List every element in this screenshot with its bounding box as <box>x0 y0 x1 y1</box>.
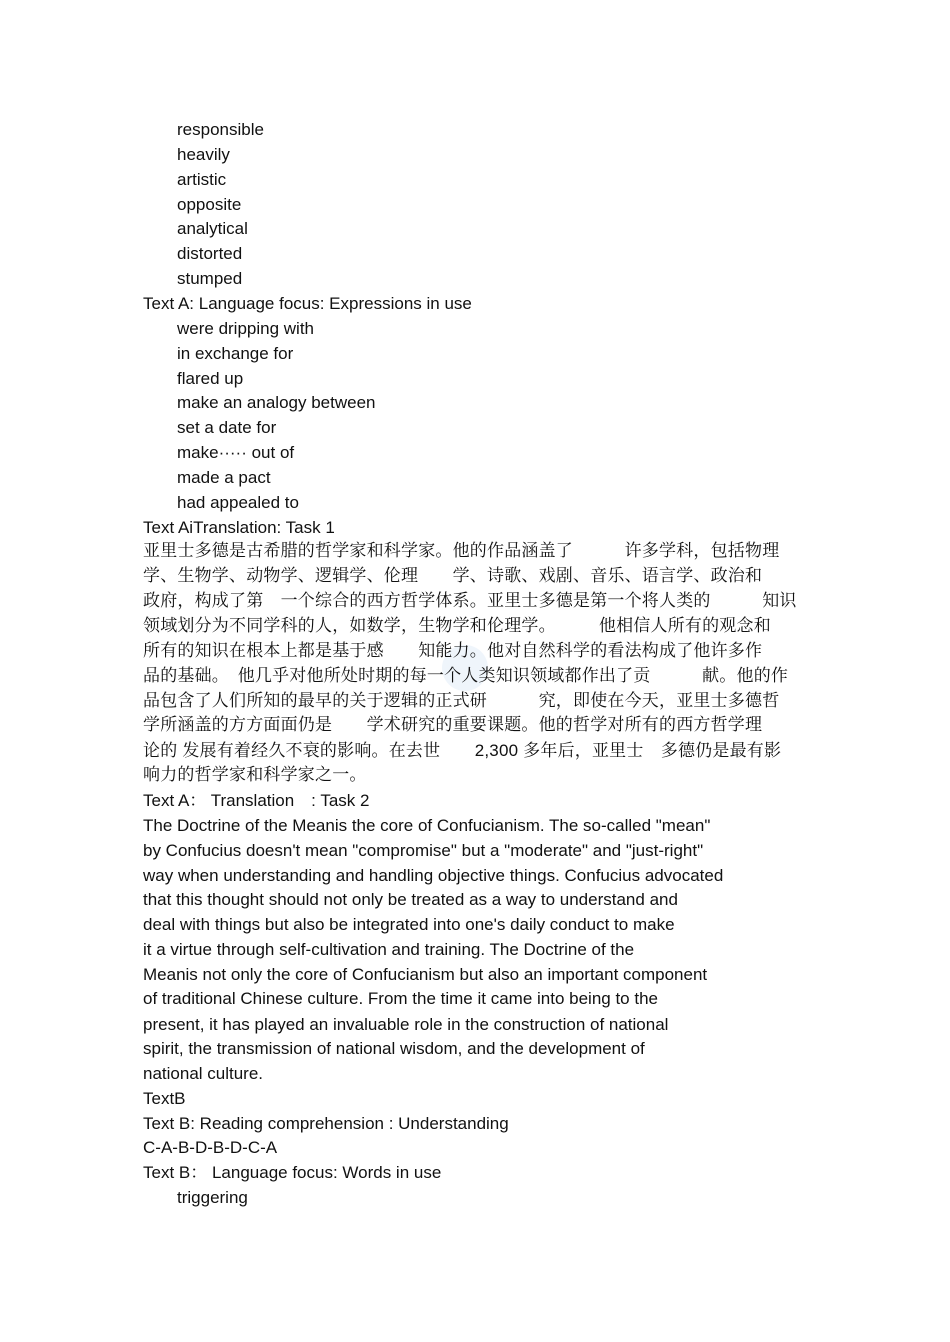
task1-line: 响力的哲学家和科学家之一。 <box>143 765 367 784</box>
expression-item: had appealed to <box>177 493 299 512</box>
section-heading-words: Text B： Language focus: Words in use <box>143 1163 442 1182</box>
task2-line: spirit, the transmission of national wisdom, and the development of <box>143 1039 645 1058</box>
answer-key: C-A-B-D-B-D-C-A <box>143 1138 278 1157</box>
vocab-item: responsible <box>177 120 264 139</box>
task1-line: 论的 发展有着经久不衰的影响。在去世 2,300 多年后，亚里士 多德仍是最有影 <box>143 741 782 760</box>
task2-line: national culture. <box>143 1064 264 1083</box>
vocab-item: distorted <box>177 244 243 263</box>
expression-item: in exchange for <box>177 344 294 363</box>
task2-line: Meanis not only the core of Confucianism but also an important component <box>143 965 708 984</box>
task1-line: 品包含了人们所知的最早的关于逻辑的正式研 究，即使在今天，亚里士多德哲 <box>143 691 780 710</box>
task2-line: present, it has played an invaluable role in the construction of national <box>143 1015 669 1034</box>
expression-item: make····· out of <box>177 443 295 462</box>
task1-line: 学、生物学、动物学、逻辑学、伦理 学、诗歌、戏剧、音乐、语言学、政治和 <box>143 566 763 585</box>
vocab-item: stumped <box>177 269 243 288</box>
task2-line: it a virtue through self-cultivation and training. The Doctrine of the <box>143 940 635 959</box>
task2-line: by Confucius doesn't mean "compromise" but a "moderate" and "just-right" <box>143 841 704 860</box>
vocab-item: artistic <box>177 170 227 189</box>
section-heading-textb: TextB <box>143 1089 186 1108</box>
section-heading-task2: Text A： Translation : Task 2 <box>143 791 370 810</box>
task1-line: 学所涵盖的方方面面仍是 学术研究的重要课题。他的哲学对所有的西方哲学理 <box>143 715 763 734</box>
vocab-item: triggering <box>177 1188 248 1207</box>
expression-item: flared up <box>177 369 244 388</box>
task2-line: The Doctrine of the Meanis the core of Confucianism. The so-called "mean" <box>143 816 711 835</box>
task1-line: 领域划分为不同学科的人，如数学，生物学和伦理学。 他相信人所有的观念和 <box>143 616 771 635</box>
vocab-item: analytical <box>177 219 248 238</box>
expression-item: made a pact <box>177 468 271 487</box>
task1-line: 品的基础。 他几乎对他所处时期的每一个人类知识领域都作出了贡 献。他的作 <box>143 666 789 685</box>
section-heading-task1: Text AiTranslation: Task 1 <box>143 518 335 537</box>
task1-line: 亚里士多德是古希腊的哲学家和科学家。他的作品涵盖了 许多学科，包括物理 <box>143 541 780 560</box>
vocab-item: opposite <box>177 195 242 214</box>
section-heading-expressions: Text A: Language focus: Expressions in use <box>143 294 472 313</box>
expression-item: were dripping with <box>177 319 315 338</box>
task2-line: that this thought should not only be treated as a way to understand and <box>143 890 678 909</box>
expression-item: set a date for <box>177 418 277 437</box>
expression-item: make an analogy between <box>177 393 376 412</box>
section-heading-reading: Text B: Reading comprehension : Understanding <box>143 1114 509 1133</box>
task1-line: 所有的知识在根本上都是基于感 知能力。他对自然科学的看法构成了他许多作 <box>143 641 763 660</box>
task2-line: deal with things but also be integrated into one's daily conduct to make <box>143 915 675 934</box>
task2-line: of traditional Chinese culture. From the time it came into being to the <box>143 989 658 1008</box>
task1-line: 政府，构成了第 一个综合的西方哲学体系。亚里士多德是第一个将人类的 知识 <box>143 591 797 610</box>
vocab-item: heavily <box>177 145 230 164</box>
task2-line: way when understanding and handling objective things. Confucius advocated <box>143 866 724 885</box>
